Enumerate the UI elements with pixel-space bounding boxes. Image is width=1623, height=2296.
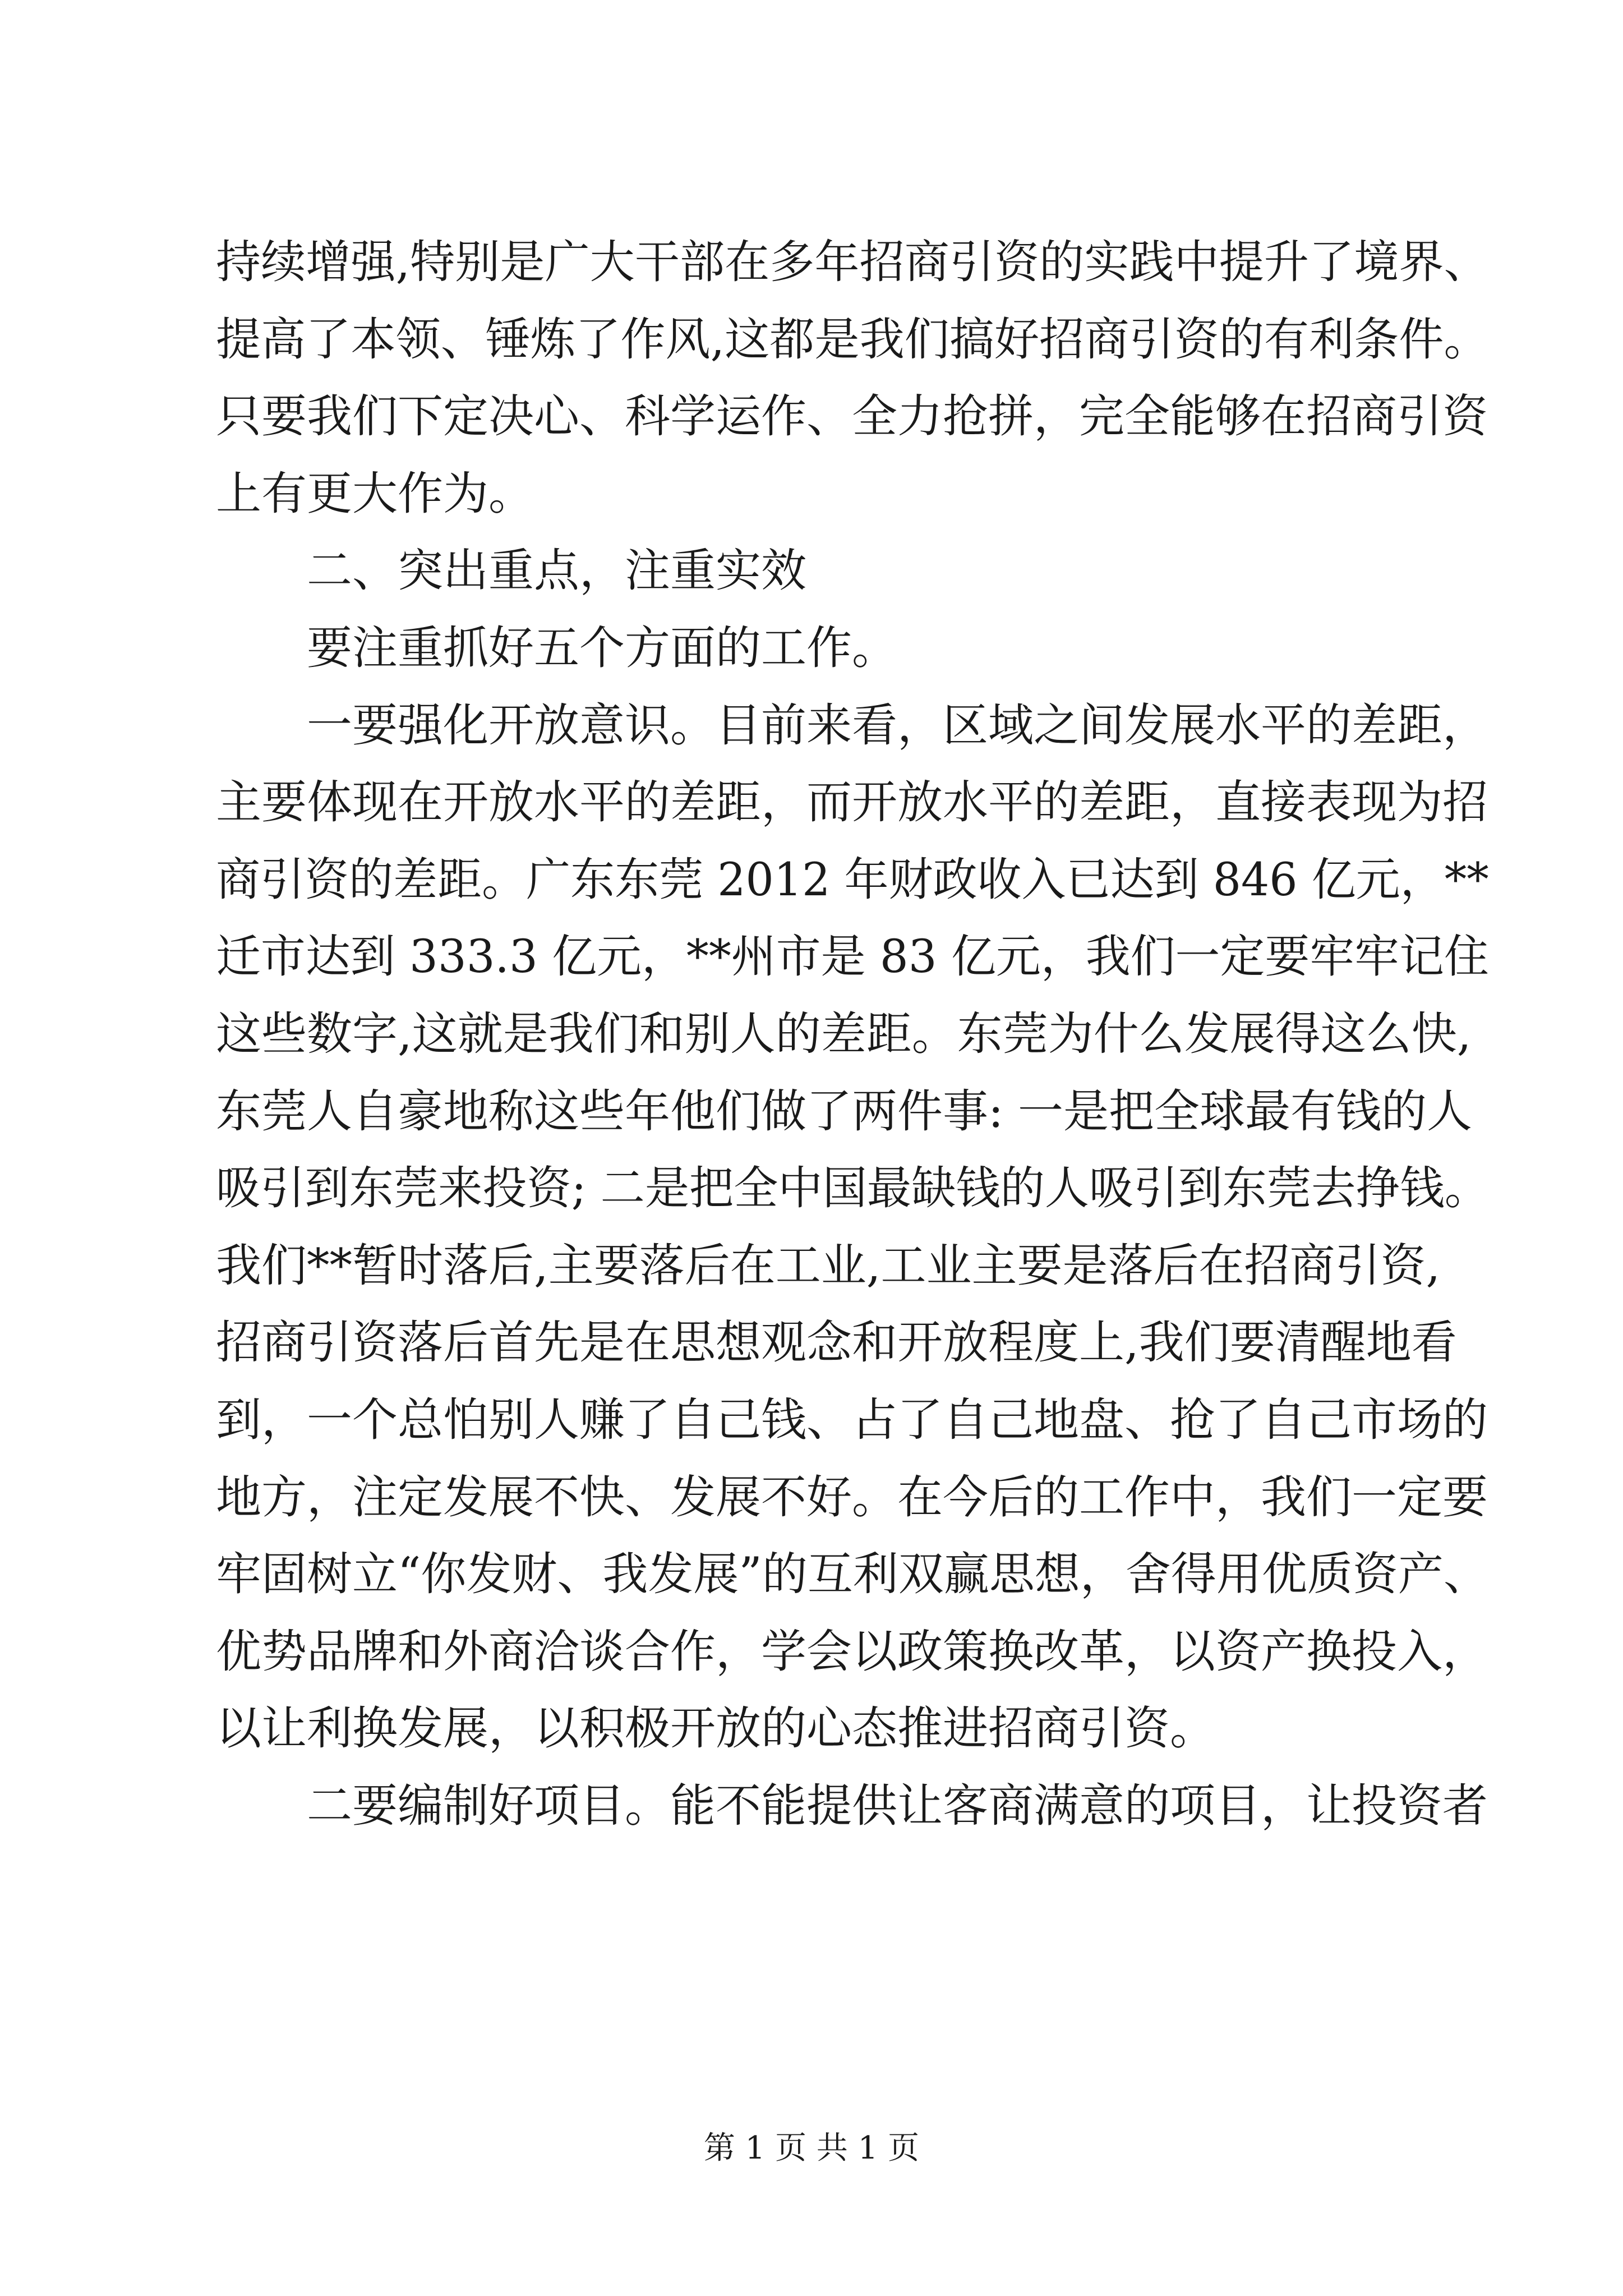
text-line: 主要体现在开放水平的差距，而开放水平的差距，直接表现为招 xyxy=(216,776,1488,830)
text-line: 优势品牌和外商洽谈合作，学会以政策换改革，以资产换投入， xyxy=(216,1625,1488,1678)
text-line: 以让利换发展，以积极开放的心态推进招商引资。 xyxy=(216,1703,1216,1756)
text-line: 东莞人自豪地称这些年他们做了两件事: 一是把全球最有钱的人 xyxy=(216,1085,1473,1138)
text-line: 到，一个总怕别人赚了自己钱、占了自己地盘、抢了自己市场的 xyxy=(216,1393,1488,1447)
text-line: 迁市达到 333.3 亿元，**州市是 83 亿元，我们一定要牢牢记住 xyxy=(216,931,1489,984)
text-line: 提高了本领、锤炼了作风,这都是我们搞好招商引资的有利条件。 xyxy=(216,313,1489,366)
text-line: 只要我们下定决心、科学运作、全力抢拼，完全能够在招商引资 xyxy=(216,390,1488,444)
text-line: 我们**暂时落后,主要落后在工业,工业主要是落后在招商引资, xyxy=(216,1239,1441,1292)
text-line: 持续增强,特别是广大干部在多年招商引资的实践中提升了境界、 xyxy=(216,236,1489,289)
text-line: 上有更大作为。 xyxy=(216,467,534,521)
text-line: 二要编制好项目。能不能提供让客商满意的项目，让投资者 xyxy=(216,1779,1488,1833)
text-line: 一要强化开放意识。目前来看，区域之间发展水平的差距， xyxy=(216,699,1488,752)
section-heading: 二、突出重点，注重实效 xyxy=(216,545,807,598)
text-line: 要注重抓好五个方面的工作。 xyxy=(216,622,898,675)
page-footer: 第 1 页 共 1 页 xyxy=(703,2130,920,2166)
text-line: 这些数字,这就是我们和别人的差距。东莞为什么发展得这么快, xyxy=(216,1007,1472,1061)
text-line: 商引资的差距。广东东莞 2012 年财政收入已达到 846 亿元，** xyxy=(216,853,1489,907)
body-text xyxy=(216,224,1489,1845)
text-line: 地方，注定发展不快、发展不好。在今后的工作中，我们一定要 xyxy=(216,1471,1488,1524)
text-line: 牢固树立“你发财、我发展”的互利双赢思想，舍得用优质资产、 xyxy=(216,1548,1489,1602)
text-line: 招商引资落后首先是在思想观念和开放程度上,我们要清醒地看 xyxy=(216,1317,1457,1370)
text-line: 吸引到东莞来投资; 二是把全中国最缺钱的人吸引到东莞去挣钱。 xyxy=(216,1162,1489,1216)
